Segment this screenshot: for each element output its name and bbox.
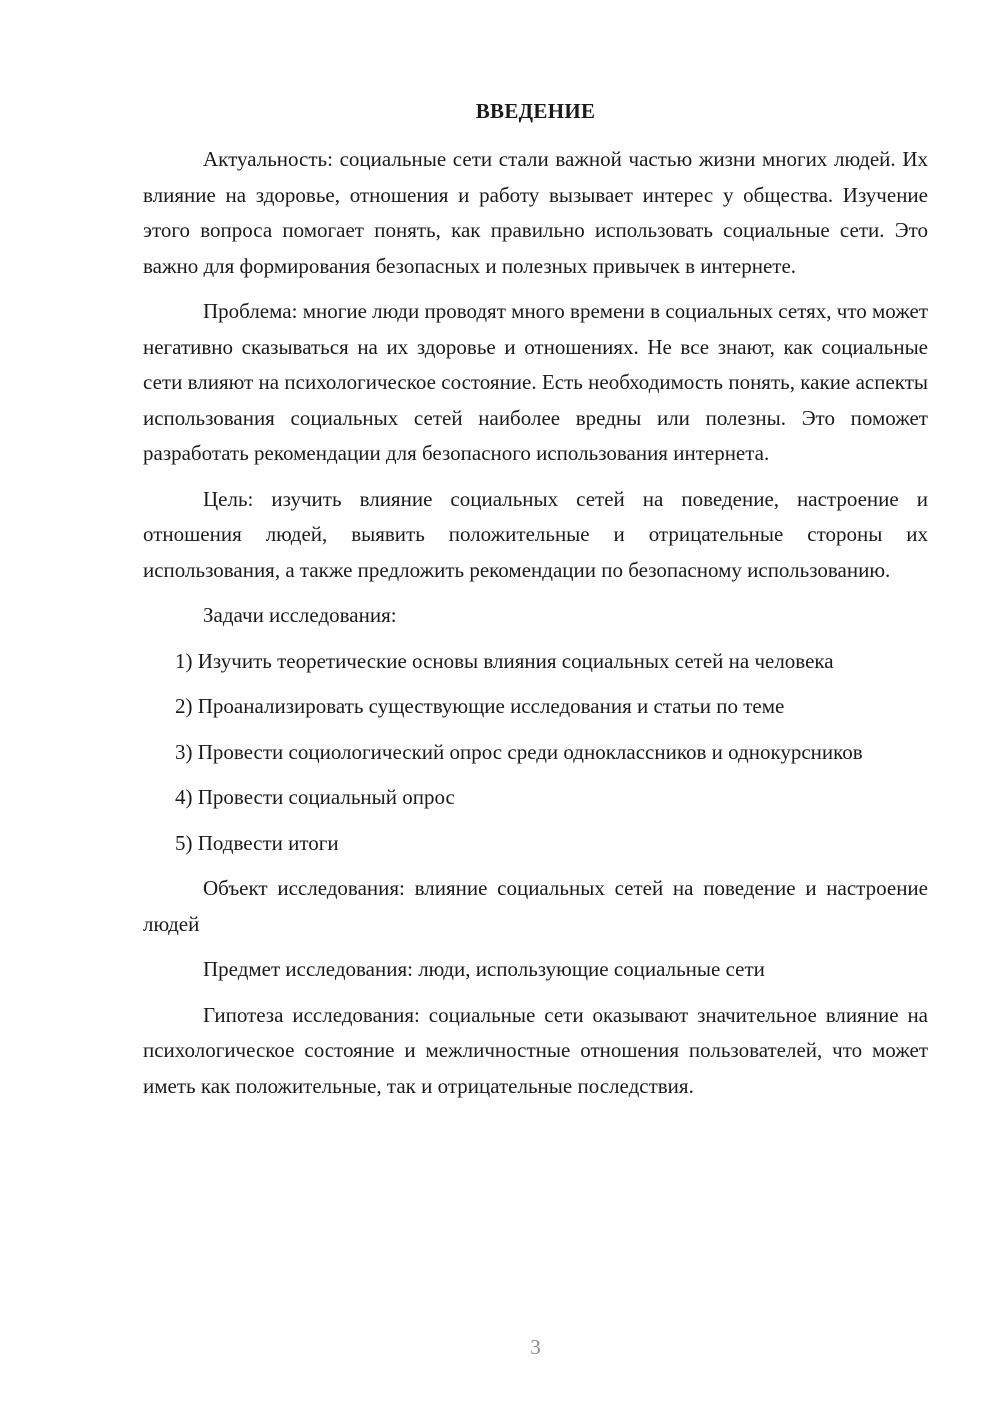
hypothesis-paragraph: Гипотеза исследования: социальные сети оказывают значительное влияние на психологическое состояние и межличностные отношения пользователей, что может иметь как положительные, так и отрицательные последствия.: [143, 1002, 928, 1098]
document-body: [143, 142, 928, 1114]
task-item-4: 4) Провести социальный опрос: [175, 785, 455, 809]
goal-paragraph: Цель: изучить влияние социальных сетей на поведение, настроение и отношения людей, выявить положительные и отрицательные стороны их использования, а также предложить рекомендации по безопасному использованию.: [143, 486, 928, 582]
section-heading: ВВЕДЕНИЕ: [475, 99, 596, 123]
document-page: [143, 0, 928, 1414]
problem-paragraph: Проблема: многие люди проводят много времени в социальных сетях, что может негативно сказываться на их здоровье и отношениях. Не все знают, как социальные сети влияют на психологическое состояние. Есть необходимость понять, какие аспекты использования социальных сетей наиболее вредны или полезны. Это поможет разработать рекомендации для безопасного использования интернета.: [143, 299, 928, 465]
task-item-1: 1) Изучить теоретические основы влияния социальных сетей на человека: [175, 648, 834, 673]
task-item-3: 3) Провести социологический опрос среди одноклассников и однокурсников: [175, 739, 863, 764]
task-item-2: 2) Проанализировать существующие исследования и статьи по теме: [175, 694, 785, 718]
page-number: 3: [530, 1335, 541, 1359]
object-paragraph: Объект исследования: влияние социальных сетей на поведение и настроение людей: [143, 876, 928, 936]
relevance-paragraph: Актуальность: социальные сети стали важной частью жизни многих людей. Их влияние на здоровье, отношения и работу вызывает интерес у общества. Изучение этого вопроса помогает понять, как правильно использовать социальные сети. Это важно для формирования безопасных и полезных привычек в интернете.: [143, 147, 928, 278]
subject-paragraph: Предмет исследования: люди, использующие социальные сети: [203, 957, 765, 981]
tasks-heading: Задачи исследования:: [203, 603, 397, 627]
task-item-5: 5) Подвести итоги: [175, 830, 339, 855]
